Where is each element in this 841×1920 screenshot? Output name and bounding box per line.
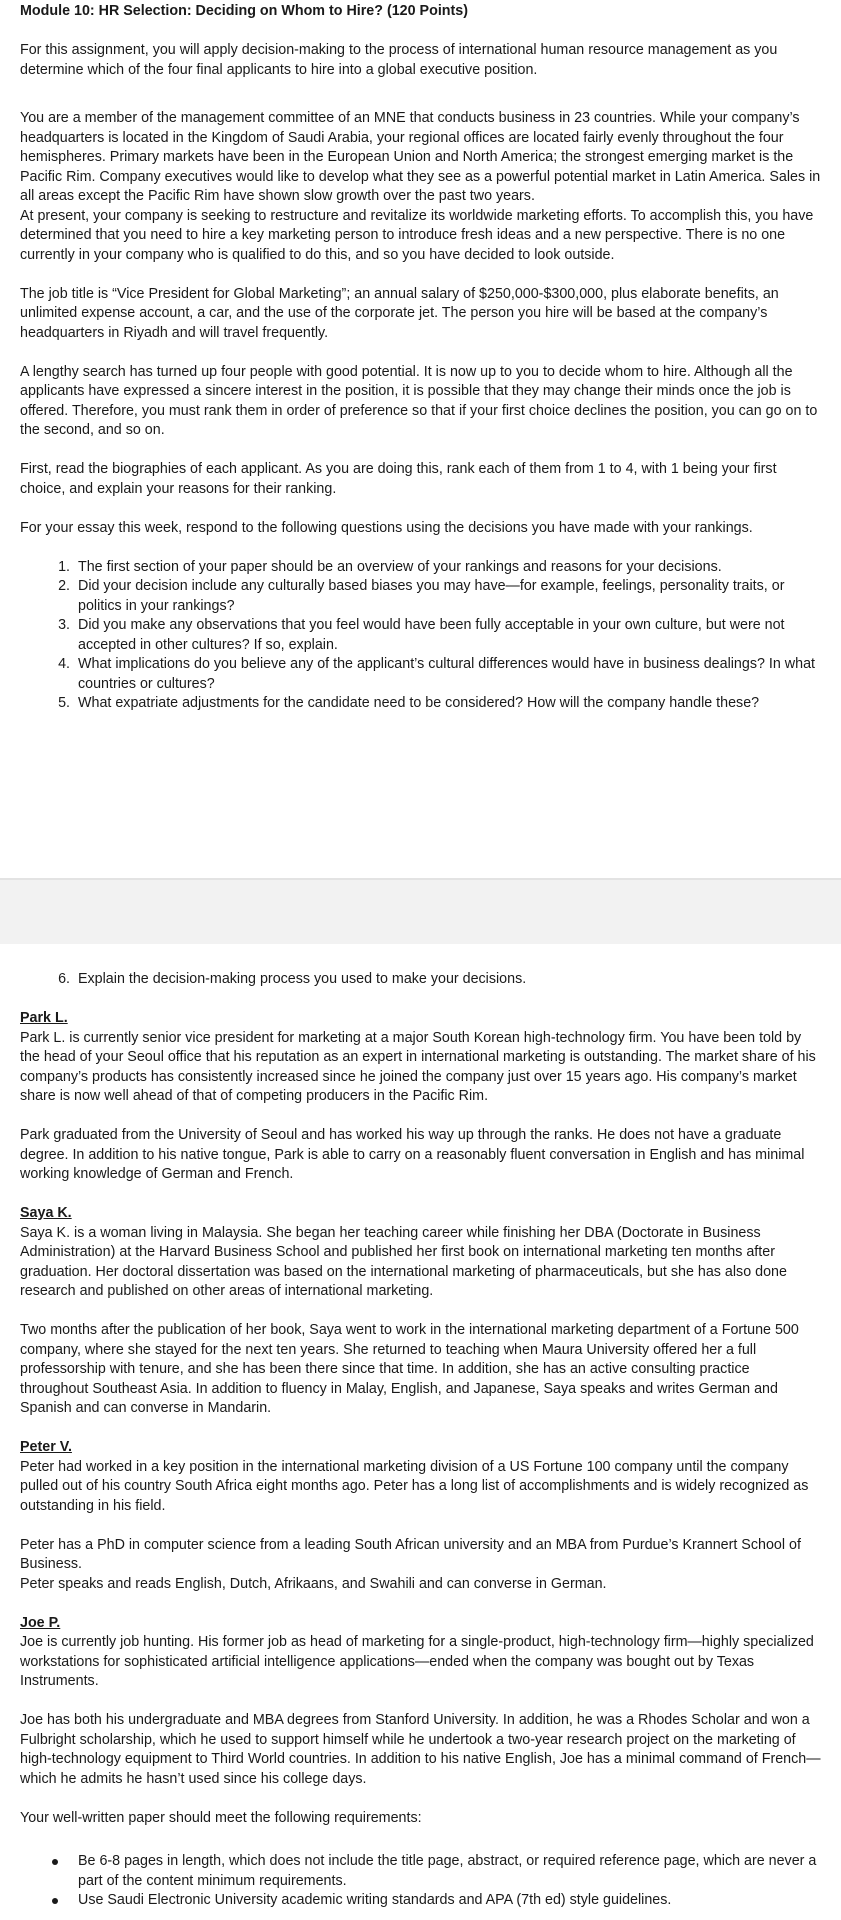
requirements-intro: Your well-written paper should meet the following requirements: xyxy=(20,1809,422,1826)
requirement-item-1: Be 6-8 pages in length, which does not include the title page, abstract, or required reference page, which are never a part of the content minimum requirements. xyxy=(74,1852,821,1891)
candidate-peter xyxy=(20,1438,821,1594)
search-paragraph: A lengthy search has turned up four people with good potential. It is now up to you to decide whom to hire. Although all the applicants have expressed a sincere interest in the position, it is possible that they may change their minds once the job is offered. Therefore, you must rank them in order of preference so that if your first choice declines the position, you can go on to the second, and so on. xyxy=(20,363,818,438)
essay-intro-paragraph: For your essay this week, respond to the following questions using the decisions you have made with your rankings. xyxy=(20,519,753,536)
question-item-6: 6. Explain the decision-making process you used to make your decisions. xyxy=(74,970,821,990)
candidate-park-paragraph-1: Park L. is currently senior vice president for marketing at a major South Korean high-technology firm. You have been told by the head of your Seoul office that his reputation as an expert in international marketing is outstanding. The market share of his company’s products has consistently increased since he joined the company just over 15 years ago. His company’s market share is now well ahead of that of competing producers in the Pacific Rim. xyxy=(20,1029,816,1104)
context-paragraph-2: At present, your company is seeking to restructure and revitalize its worldwide marketing efforts. To accomplish this, you have determined that you need to hire a key marketing person to introduce fresh ideas and a new perspective. There is no one currently in your company who is qualified to do this, and so you have decided to look outside. xyxy=(20,207,814,263)
candidate-peter-paragraph-1: Peter had worked in a key position in the international marketing division of a US Fortune 100 company until the company pulled out of his country South Africa eight months ago. Peter has a long list of accomplishments and is widely recognized as outstanding in his field. xyxy=(20,1458,809,1514)
page-2-content xyxy=(0,944,841,1911)
page-1-content xyxy=(0,0,841,714)
question-item-2: 2. Did your decision include any culturally based biases you may have—for example, feelings, personality traits, or politics in your rankings? xyxy=(74,577,821,616)
candidate-park xyxy=(20,1009,821,1185)
document-page-2 xyxy=(0,944,841,1920)
question-item-1: 1. The first section of your paper should be an overview of your rankings and reasons for your decisions. xyxy=(74,558,821,578)
question-list xyxy=(20,558,821,714)
page-title: Module 10: HR Selection: Deciding on Whom to Hire? (120 Points) xyxy=(20,3,468,19)
candidate-name-joe: Joe P. xyxy=(20,1614,61,1631)
candidate-saya-paragraph-1: Saya K. is a woman living in Malaysia. She began her teaching career while finishing her DBA (Doctorate in Business Administration) at the Harvard Business School and published her first book on international marketing ten months after graduation. Her doctoral dissertation was based on the international marketing of pharmaceuticals, but she has also done research and published on other areas of international marketing. xyxy=(20,1224,787,1299)
candidate-park-paragraph-2: Park graduated from the University of Seoul and has worked his way up through the ranks. He does not have a graduate degree. In addition to his native tongue, Park is able to carry on a reasonably fluent conversation in English and has minimal working knowledge of German and French. xyxy=(20,1127,805,1182)
candidate-peter-paragraph-2: Peter has a PhD in computer science from a leading South African university and an MBA from Purdue’s Krannert School of Business. xyxy=(20,1536,801,1572)
context-paragraph-1: You are a member of the management committee of an MNE that conducts business in 23 countries. While your company’s headquarters is located in the Kingdom of Saudi Arabia, your regional offices are located fairly evenly throughout the four hemispheres. Primary markets have been in the European Union and North America; the strongest emerging market is the Pacific Rim. Company executives would like to develop what they see as a powerful potential market in Latin America. Sales in all areas except the Pacific Rim have shown slow growth over the past two years. xyxy=(20,110,821,204)
candidate-name-saya: Saya K. xyxy=(20,1205,72,1221)
question-item-5: 5. What expatriate adjustments for the candidate need to be considered? How will the company handle these? xyxy=(74,694,821,714)
requirement-item-2: Use Saudi Electronic University academic writing standards and APA (7th ed) style guidelines. xyxy=(74,1891,821,1911)
candidate-name-park: Park L. xyxy=(20,1010,68,1026)
candidate-saya-paragraph-2: Two months after the publication of her book, Saya went to work in the international marketing department of a Fortune 500 company, where she stayed for the next ten years. She returned to teaching when Maura University offered her a full professorship with tenure, and she has been there since that time. In addition, she has an active consulting practice throughout Southeast Asia. In addition to fluency in Malay, English, and Japanese, Saya speaks and writes German and Spanish and can converse in Mandarin. xyxy=(20,1322,799,1416)
candidate-peter-paragraph-3: Peter speaks and reads English, Dutch, Afrikaans, and Swahili and can converse in German. xyxy=(20,1575,607,1592)
first-instructions-paragraph: First, read the biographies of each applicant. As you are doing this, rank each of them from 1 to 4, with 1 being your first choice, and explain your reasons for their ranking. xyxy=(20,461,777,497)
question-item-3: 3. Did you make any observations that you feel would have been fully acceptable in your own culture, but were not accepted in other cultures? If so, explain. xyxy=(74,616,821,655)
candidate-saya xyxy=(20,1204,821,1419)
candidate-name-peter: Peter V. xyxy=(20,1439,72,1455)
intro-paragraph: For this assignment, you will apply decision-making to the process of international human resource management as you determine which of the four final applicants to hire into a global executive position. xyxy=(20,42,778,78)
requirements-list xyxy=(20,1852,821,1911)
document-page-1 xyxy=(0,0,841,878)
candidate-joe-paragraph-2: Joe has both his undergraduate and MBA degrees from Stanford University. In addition, he was a Rhodes Scholar and won a Fulbright scholarship, which he used to support himself while he undertook a two-year research project on the marketing of high-technology equipment to Third World countries. In addition to his native English, Joe has a minimal command of French—which he admits he hasn’t used since his college days. xyxy=(20,1712,821,1787)
candidate-joe xyxy=(20,1614,821,1790)
question-list-continued xyxy=(20,970,821,990)
job-paragraph: The job title is “Vice President for Global Marketing”; an annual salary of $250,000-$300,000, plus elaborate benefits, an unlimited expense account, a car, and the use of the corporate jet. The person you hire will be based at the company’s headquarters in Riyadh and will travel frequently. xyxy=(20,285,779,341)
page-separator xyxy=(0,878,841,944)
candidate-joe-paragraph-1: Joe is currently job hunting. His former job as head of marketing for a single-product, high-technology firm—highly specialized workstations for sophisticated artificial intelligence applications—ended when the company was bought out by Texas Instruments. xyxy=(20,1634,814,1689)
question-item-4: 4. What implications do you believe any of the applicant’s cultural differences would have in business dealings? In what countries or cultures? xyxy=(74,655,821,694)
